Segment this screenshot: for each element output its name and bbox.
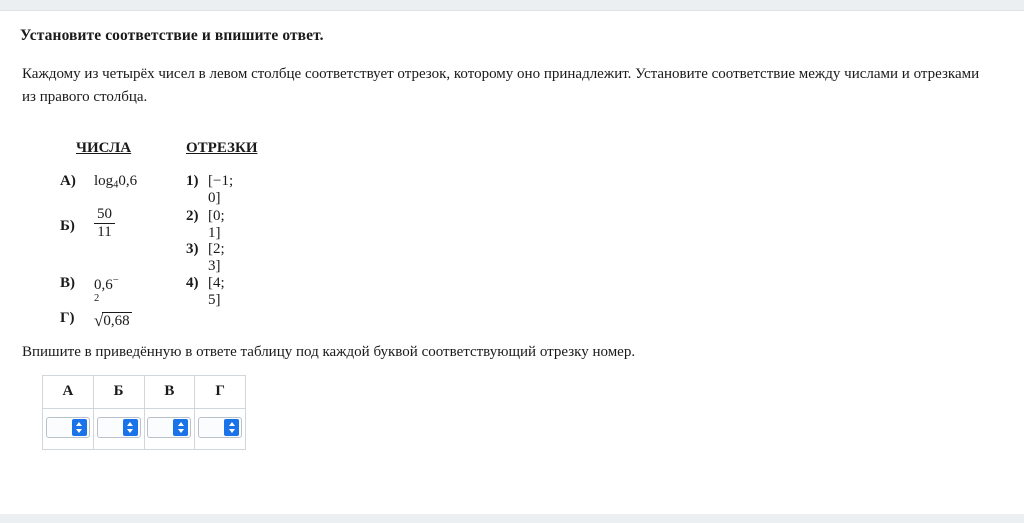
answer-table-header-row: [43, 375, 246, 408]
number-item-b-value: [94, 205, 115, 246]
answer-instruction: Впишите в приведённую в ответе таблицу под каждой буквой соответствующий отрезку номер.: [22, 343, 636, 360]
answer-table: [42, 375, 246, 450]
task-intro-line-1: Каждому из четырёх чисел в левом столбце соответствует отрезок, которому оно принадлежит. Установите соответствие между числами и отрезками: [22, 66, 980, 82]
square-root: [94, 310, 132, 330]
segment-item-2-label: 2): [186, 207, 199, 224]
segment-item-4-value: [4; 5]: [208, 274, 225, 308]
segment-item-3-label: 3): [186, 240, 199, 257]
power-exponent: − 2: [94, 274, 119, 305]
number-item-a-value: [94, 173, 137, 191]
log-argument: 0,6: [118, 172, 138, 189]
fraction-numerator: 50: [94, 206, 115, 224]
segment-item-4-label: 4): [186, 274, 199, 291]
top-strip: [0, 0, 1024, 11]
segments-column-header: ОТРЕЗКИ: [186, 139, 258, 156]
answer-cell-v: [144, 408, 195, 449]
answer-header-a: А: [43, 375, 94, 408]
answer-header-v: В: [144, 375, 195, 408]
answer-cell-b: [93, 408, 144, 449]
task-page: [0, 11, 1024, 450]
answer-table-input-row: [43, 408, 246, 449]
stepper-icon[interactable]: [224, 419, 239, 436]
task-intro-line-2: из правого столбца.: [22, 89, 148, 106]
number-item-g-value: [94, 310, 132, 330]
number-item-v-value: [94, 275, 119, 313]
number-item-a-label: А): [60, 172, 76, 189]
bottom-strip: [0, 514, 1024, 523]
answer-header-g: Г: [195, 375, 246, 408]
answer-header-b: Б: [93, 375, 144, 408]
fraction: [94, 206, 115, 242]
log-text: log: [94, 172, 114, 189]
number-item-b-label: Б): [60, 217, 75, 234]
answer-input-v[interactable]: [147, 417, 191, 438]
page-title: Установите соответствие и впишите ответ.: [20, 27, 324, 44]
fraction-denominator: 11: [97, 223, 112, 240]
number-item-g-label: Г): [60, 309, 75, 326]
segment-item-1-value: [−1; 0]: [208, 172, 234, 206]
segment-item-1-label: 1): [186, 172, 199, 189]
radicand: 0,68: [103, 312, 130, 329]
number-item-v-label: В): [60, 274, 75, 291]
stepper-icon[interactable]: [173, 419, 188, 436]
matching-columns: [20, 140, 1004, 340]
answer-input-g[interactable]: [198, 417, 242, 438]
answer-input-b[interactable]: [97, 417, 141, 438]
segment-item-2-value: [0; 1]: [208, 207, 225, 241]
log-base: 4: [113, 179, 119, 191]
task-intro: [22, 63, 997, 110]
answer-cell-a: [43, 408, 94, 449]
stepper-icon[interactable]: [72, 419, 87, 436]
power-base: 0,6: [94, 276, 113, 293]
answer-input-a[interactable]: [46, 417, 90, 438]
stepper-icon[interactable]: [123, 419, 138, 436]
answer-cell-g: [195, 408, 246, 449]
segment-item-3-value: [2; 3]: [208, 240, 225, 274]
numbers-column-header: ЧИСЛА: [76, 139, 132, 156]
radical-sign: √: [94, 310, 104, 330]
